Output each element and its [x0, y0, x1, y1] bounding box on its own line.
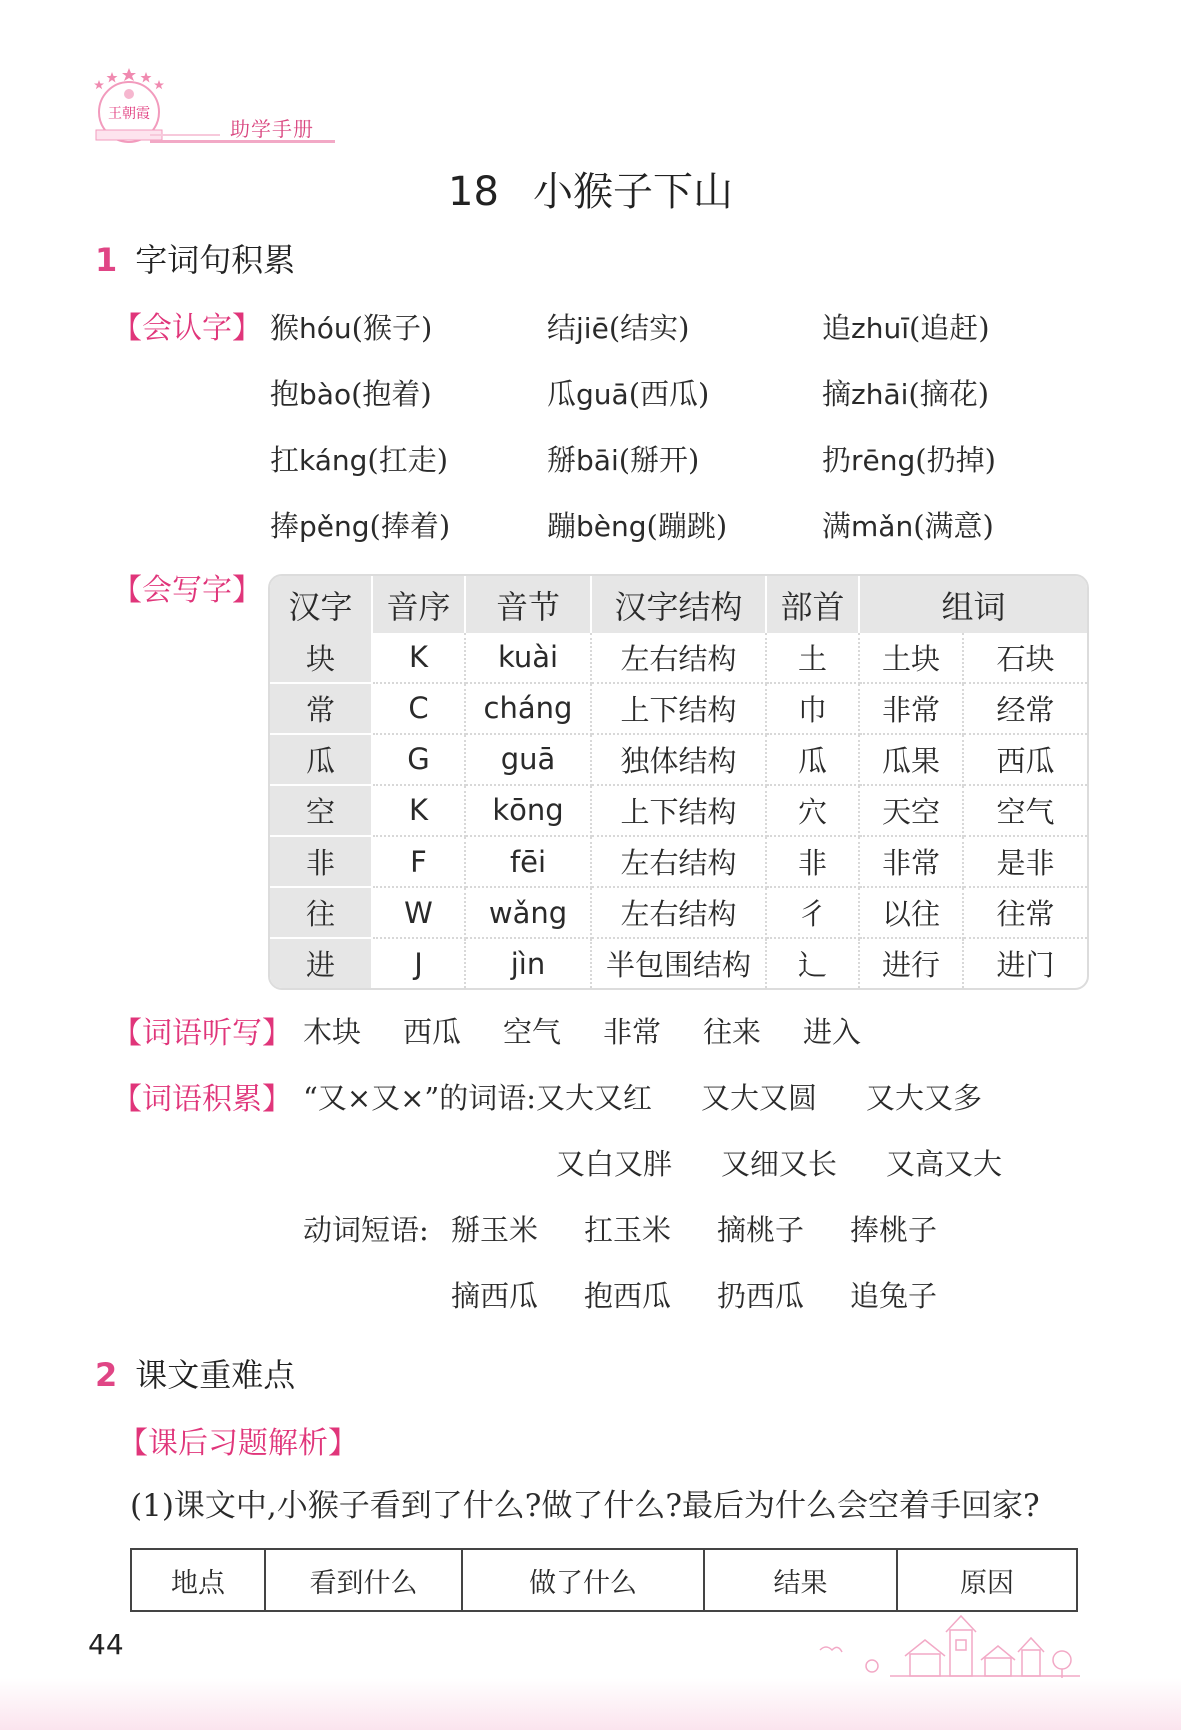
cell-yinxu: K	[372, 785, 465, 836]
recognize-item	[822, 306, 990, 347]
write-table-row	[270, 683, 1087, 734]
accumulate-word: 又大又多	[866, 1081, 983, 1115]
recognize-pinyin: rēng	[851, 444, 916, 477]
exercise-tag: 【课后习题解析】	[118, 1426, 358, 1461]
answer-header-result: 结果	[704, 1549, 897, 1611]
recognize-item	[270, 372, 432, 413]
answer-header-did: 做了什么	[462, 1549, 704, 1611]
write-table-row	[270, 836, 1087, 887]
recognize-item	[270, 306, 432, 347]
section-1-heading	[95, 235, 295, 281]
cell-yinjie: kōng	[465, 785, 591, 836]
section-1-number: 1	[95, 241, 118, 279]
recognize-pinyin: jiē	[576, 312, 609, 345]
cell-word-2: 往常	[963, 887, 1087, 938]
cell-yinjie: fēi	[465, 836, 591, 887]
recognize-char: 蹦	[547, 509, 577, 543]
cell-yinxu: J	[372, 938, 465, 988]
accumulate-word: 摘桃子	[717, 1213, 805, 1247]
recognize-word: (摘花)	[908, 377, 990, 411]
recognize-pinyin: mǎn	[851, 510, 914, 543]
recognize-item	[547, 372, 709, 413]
write-table	[268, 574, 1089, 990]
cell-yinjie: cháng	[465, 683, 591, 734]
recognize-item	[822, 372, 989, 413]
recognize-pinyin: hóu	[299, 312, 352, 345]
header-hanzi: 汉字	[270, 576, 372, 633]
cell-bushou: 非	[766, 836, 859, 887]
recognize-pinyin: zhāi	[851, 378, 909, 411]
cell-word-1: 非常	[859, 836, 963, 887]
accumulate-line-2	[556, 1142, 1002, 1183]
recognize-char: 摘	[822, 377, 852, 411]
cell-word-2: 西瓜	[963, 734, 1087, 785]
accumulate-word: 又高又大	[886, 1147, 1003, 1181]
header-bushou: 部首	[766, 576, 859, 633]
recognize-word: (掰开)	[618, 443, 700, 477]
cell-yinxu: F	[372, 836, 465, 887]
accumulate-word: 扛玉米	[584, 1213, 672, 1247]
recognize-item	[547, 438, 699, 479]
header-yinxu: 音序	[372, 576, 465, 633]
footer-band	[0, 1678, 1181, 1730]
cell-yinjie: jìn	[465, 938, 591, 988]
recognize-tag: 【会认字】	[112, 311, 262, 346]
cell-yinxu: K	[372, 633, 465, 683]
accumulate-label-1: “又×又×”的词语:	[303, 1081, 537, 1115]
recognize-pinyin: bèng	[576, 510, 647, 543]
lesson-title	[0, 160, 1181, 217]
recognize-item	[822, 438, 996, 479]
cell-bushou: 瓜	[766, 734, 859, 785]
cell-yinxu: C	[372, 683, 465, 734]
write-table-header	[270, 576, 1087, 633]
recognize-pinyin: zhuī	[851, 312, 909, 345]
cell-word-2: 空气	[963, 785, 1087, 836]
accumulate-word: 抱西瓜	[584, 1279, 672, 1313]
dictation-word: 木块	[303, 1015, 362, 1049]
write-table-row	[270, 887, 1087, 938]
cell-word-1: 以往	[859, 887, 963, 938]
accumulate-word: 又细又长	[721, 1147, 838, 1181]
section-1-title: 字词句积累	[135, 241, 296, 279]
answer-table	[130, 1548, 1078, 1612]
recognize-char: 追	[822, 311, 852, 345]
cell-jiegou: 左右结构	[591, 836, 766, 887]
accumulate-label-2: 动词短语:	[303, 1213, 429, 1247]
cell-jiegou: 半包围结构	[591, 938, 766, 988]
cell-word-2: 经常	[963, 683, 1087, 734]
write-table-row	[270, 785, 1087, 836]
accumulate-word: 掰玉米	[451, 1213, 539, 1247]
answer-header-saw: 看到什么	[265, 1549, 462, 1611]
recognize-pinyin: bāi	[576, 444, 619, 477]
section-2-number: 2	[95, 1356, 118, 1394]
accumulate-tag: 【词语积累】	[112, 1082, 292, 1117]
recognize-pinyin: bào	[299, 378, 352, 411]
cell-jiegou: 左右结构	[591, 887, 766, 938]
lesson-number: 18	[448, 169, 499, 215]
answer-table-header	[131, 1549, 1077, 1611]
accumulate-line-3	[303, 1208, 937, 1249]
cell-hanzi: 往	[270, 887, 372, 938]
write-table-row	[270, 633, 1087, 683]
recognize-char: 扛	[270, 443, 300, 477]
recognize-word: (西瓜)	[628, 377, 710, 411]
dictation-tag: 【词语听写】	[112, 1016, 292, 1051]
recognize-item	[270, 438, 448, 479]
write-tag: 【会写字】	[112, 573, 262, 608]
cell-bushou: 穴	[766, 785, 859, 836]
accumulate-word: 又大又圆	[701, 1081, 818, 1115]
cell-word-1: 天空	[859, 785, 963, 836]
cell-yinxu: W	[372, 887, 465, 938]
accumulate-word: 扔西瓜	[717, 1279, 805, 1313]
section-2-heading	[95, 1350, 295, 1396]
header-jiegou: 汉字结构	[591, 576, 766, 633]
recognize-word: (扛走)	[367, 443, 449, 477]
recognize-char: 抱	[270, 377, 300, 411]
cell-yinjie: guā	[465, 734, 591, 785]
cell-word-1: 非常	[859, 683, 963, 734]
accumulate-word: 又大又红	[536, 1081, 653, 1115]
dictation-words	[303, 1010, 861, 1051]
recognize-char: 掰	[547, 443, 577, 477]
recognize-item	[547, 504, 727, 545]
recognize-pinyin: pěng	[299, 510, 370, 543]
cell-yinxu: G	[372, 734, 465, 785]
cell-bushou: 辶	[766, 938, 859, 988]
town-illustration-icon	[800, 1610, 1100, 1682]
recognize-word: (追赶)	[908, 311, 990, 345]
cell-yinjie: wǎng	[465, 887, 591, 938]
header-title: 助学手册	[230, 117, 314, 141]
cell-word-2: 石块	[963, 633, 1087, 683]
logo-text: 王朝霞	[108, 106, 150, 122]
cell-hanzi: 瓜	[270, 734, 372, 785]
recognize-char: 结	[547, 311, 577, 345]
cell-word-2: 是非	[963, 836, 1087, 887]
exercise-question: (1)课文中,小猴子看到了什么?做了什么?最后为什么会空着手回家?	[130, 1488, 1040, 1524]
recognize-char: 满	[822, 509, 852, 543]
accumulate-word: 又白又胖	[556, 1147, 673, 1181]
cell-jiegou: 左右结构	[591, 633, 766, 683]
write-table-row	[270, 938, 1087, 988]
section-2-title: 课文重难点	[135, 1356, 296, 1394]
cell-bushou: 彳	[766, 887, 859, 938]
recognize-item	[547, 306, 689, 347]
recognize-word: (扔掉)	[915, 443, 996, 477]
dictation-word: 非常	[603, 1015, 662, 1049]
recognize-char: 捧	[270, 509, 300, 543]
cell-word-1: 瓜果	[859, 734, 963, 785]
cell-jiegou: 独体结构	[591, 734, 766, 785]
cell-bushou: 土	[766, 633, 859, 683]
recognize-char: 猴	[270, 311, 300, 345]
recognize-item	[822, 504, 994, 545]
dictation-word: 进入	[803, 1015, 862, 1049]
accumulate-line-4	[451, 1274, 937, 1315]
page-number: 44	[88, 1628, 124, 1661]
cell-hanzi: 块	[270, 633, 372, 683]
cell-word-2: 进门	[996, 948, 1055, 983]
answer-header-reason: 原因	[897, 1549, 1077, 1611]
cell-hanzi: 空	[270, 785, 372, 836]
cell-word-1: 土块	[859, 633, 963, 683]
accumulate-word: 摘西瓜	[451, 1279, 539, 1313]
accumulate-word: 捧桃子	[850, 1213, 938, 1247]
recognize-pinyin: káng	[299, 444, 368, 477]
write-table-row	[270, 734, 1087, 785]
header-zuci: 组词	[859, 576, 1087, 633]
lesson-name: 小猴子下山	[532, 169, 733, 215]
recognize-char: 瓜	[547, 377, 577, 411]
cell-hanzi: 非	[270, 836, 372, 887]
dictation-word: 西瓜	[403, 1015, 462, 1049]
cell-hanzi: 常	[270, 683, 372, 734]
recognize-word: (捧着)	[369, 509, 451, 543]
recognize-char: 扔	[822, 443, 852, 477]
accumulate-word: 追兔子	[850, 1279, 938, 1313]
recognize-word: (蹦跳)	[646, 509, 728, 543]
accumulate-line-1	[303, 1076, 982, 1117]
recognize-word: (抱着)	[351, 377, 432, 411]
cell-hanzi: 进	[270, 938, 372, 988]
answer-header-place: 地点	[131, 1549, 265, 1611]
cell-jiegou: 上下结构	[591, 785, 766, 836]
recognize-word: (满意)	[913, 509, 994, 543]
recognize-item	[270, 504, 450, 545]
cell-yinjie: kuài	[465, 633, 591, 683]
header-yinjie: 音节	[465, 576, 591, 633]
recognize-word: (猴子)	[351, 311, 433, 345]
cell-word-1: 进行	[859, 938, 963, 988]
header-decoration-line	[150, 134, 220, 136]
cell-bushou: 巾	[766, 683, 859, 734]
dictation-word: 往来	[703, 1015, 762, 1049]
recognize-word: (结实)	[608, 311, 690, 345]
recognize-pinyin: guā	[576, 378, 629, 411]
dictation-word: 空气	[503, 1015, 562, 1049]
cell-jiegou: 上下结构	[591, 683, 766, 734]
